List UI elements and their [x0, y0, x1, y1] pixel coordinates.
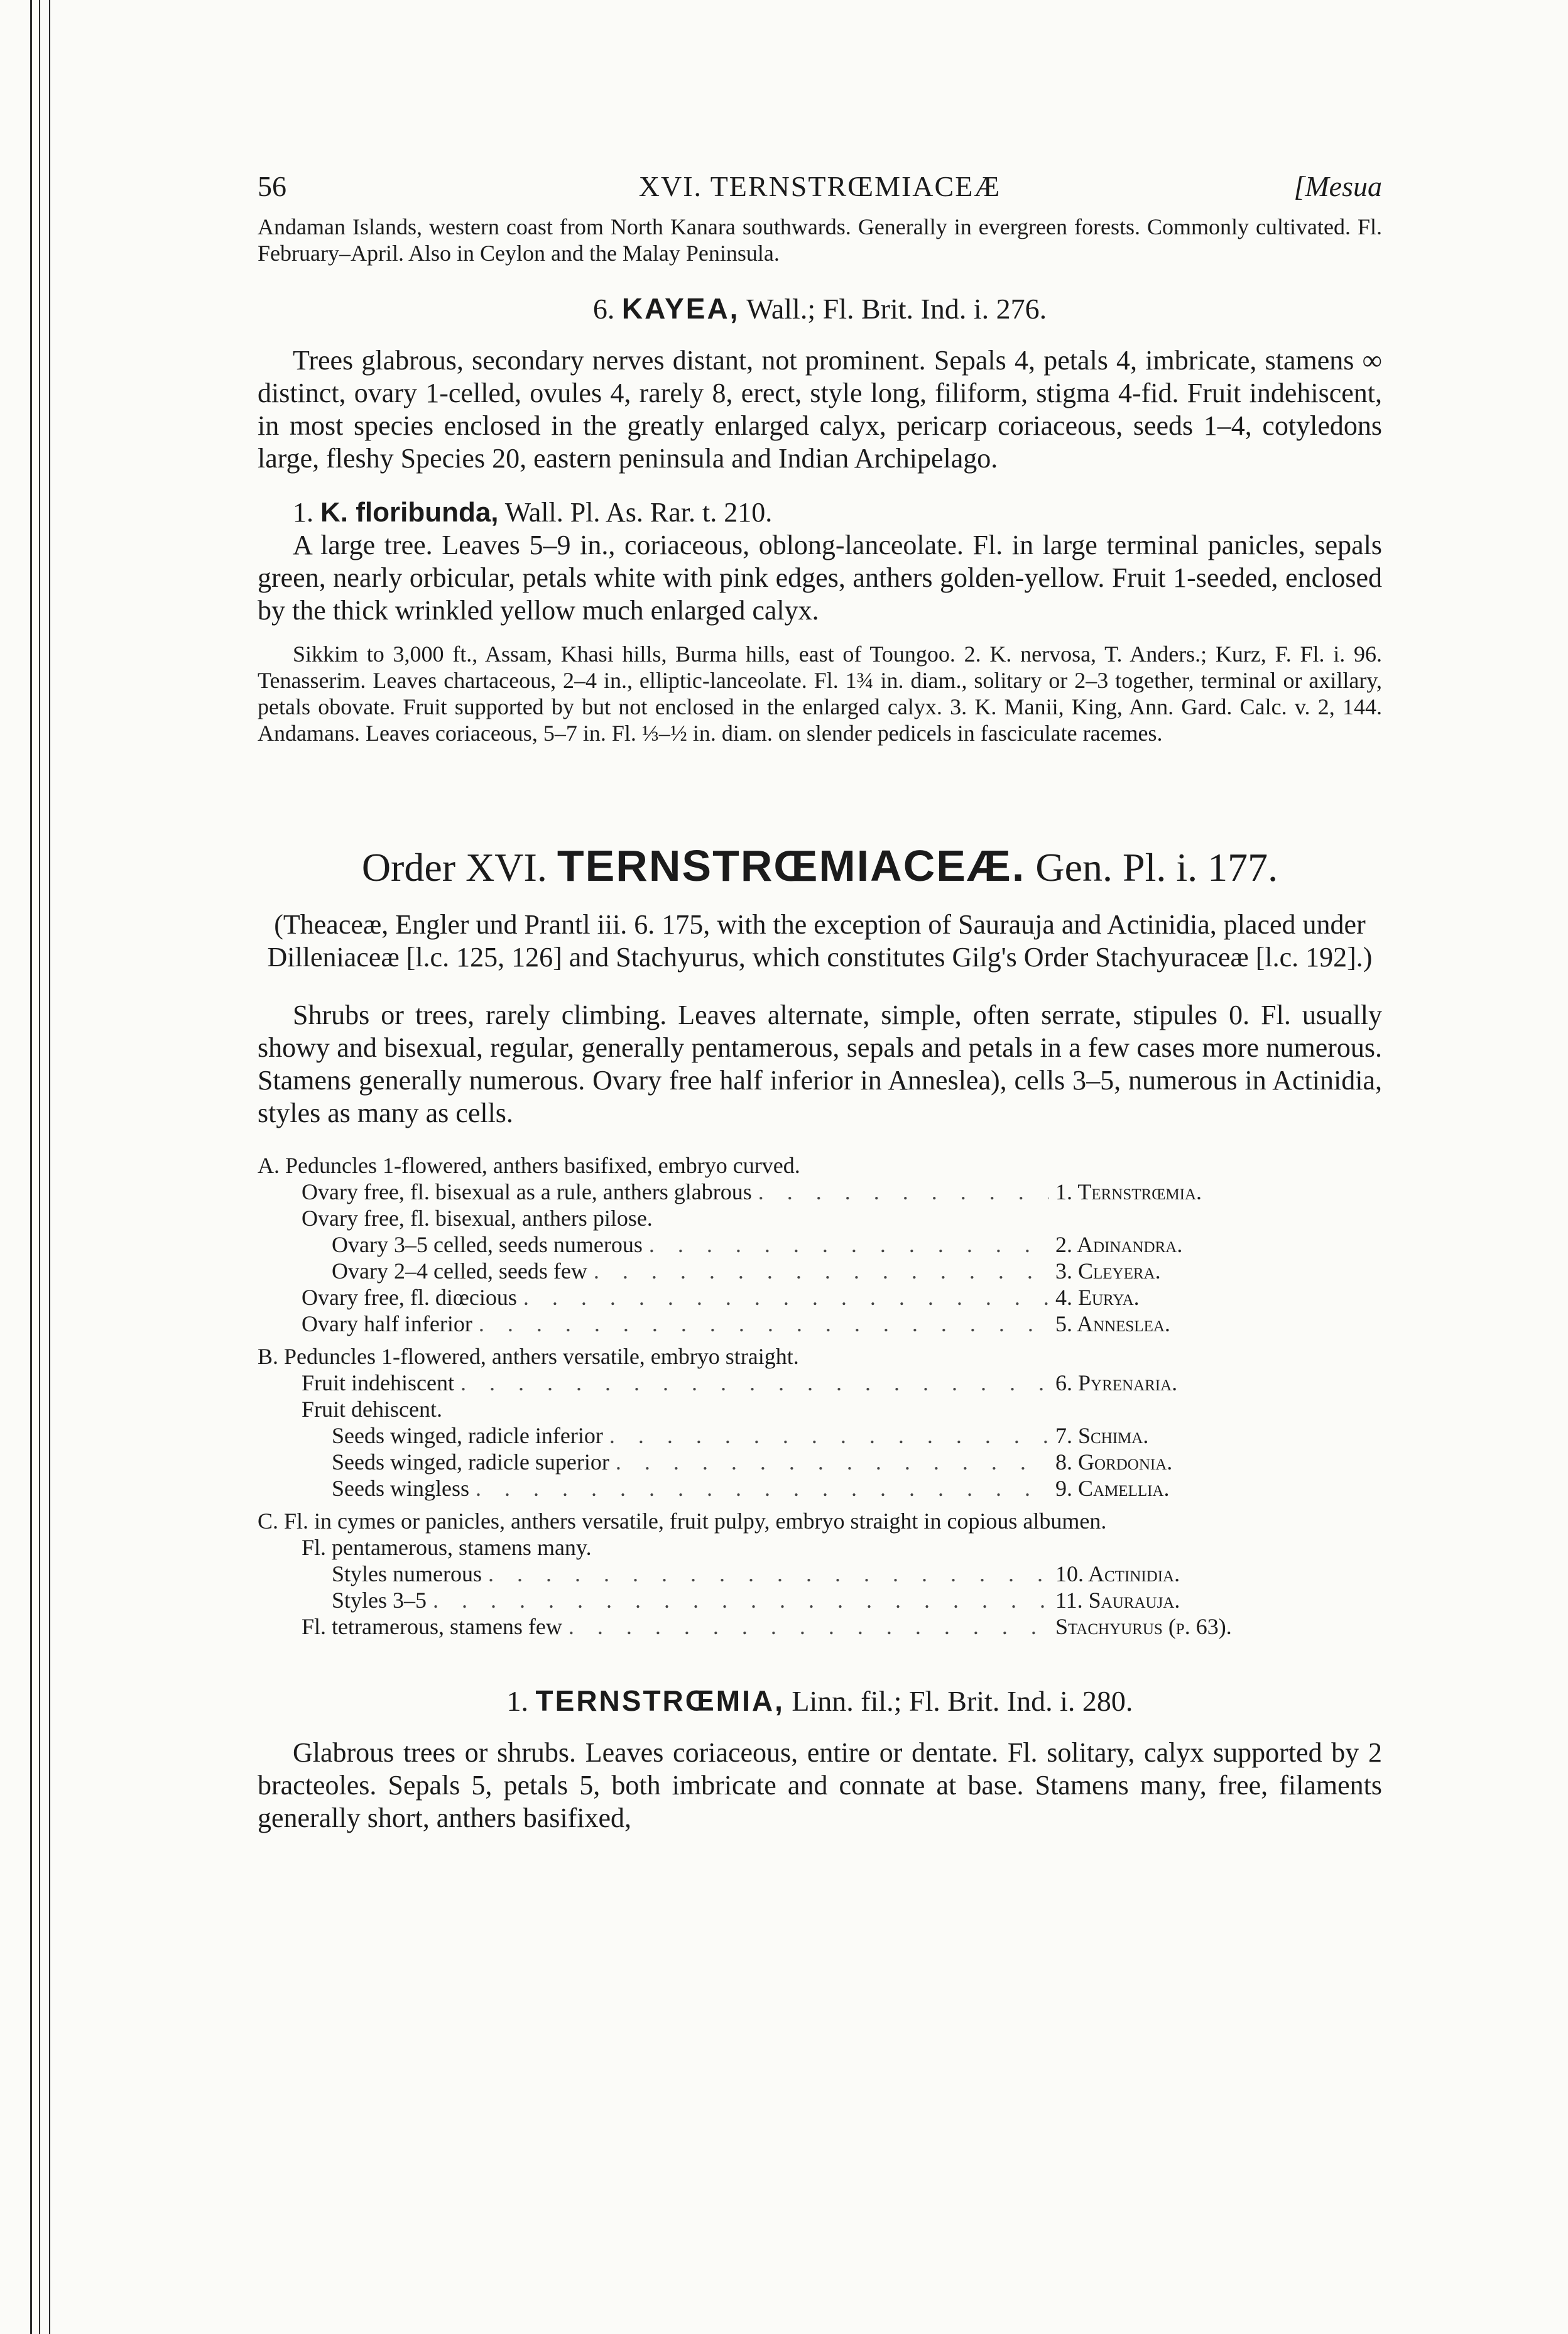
key-row-result: 1. Ternstrœmia.	[1055, 1179, 1202, 1204]
page-content	[258, 170, 1382, 1835]
kayea-heading-number: 6.	[592, 293, 615, 325]
key-row-label: Styles numerous	[332, 1561, 482, 1586]
ternstroemia-heading	[258, 1684, 1382, 1718]
kayea-heading	[258, 292, 1382, 325]
mesua-distribution: Andaman Islands, western coast from North Kanara southwards. Generally in evergreen forests. Commonly cultivated. Fl. February–April. Also in Ceylon and the Malay Peninsula.	[258, 214, 1382, 266]
key-row-label: Ovary half inferior	[302, 1311, 472, 1336]
kayea-heading-reference: Wall.; Fl. Brit. Ind. i. 276.	[746, 293, 1047, 325]
key-subhead: Fl. pentamerous, stamens many.	[302, 1535, 592, 1560]
key-row-label: Seeds winged, radicle superior	[332, 1449, 609, 1475]
key-row-result: 9. Camellia.	[1055, 1476, 1170, 1501]
ternstroemia-heading-name: TERNSTRŒMIA,	[535, 1684, 785, 1717]
key-row-label: Ovary free, fl. diœcious	[302, 1285, 517, 1310]
order-prefix: Order XVI.	[361, 845, 547, 890]
key-row-result: 5. Anneslea.	[1055, 1311, 1170, 1336]
species-number: 1.	[293, 497, 313, 528]
key-subhead: Fruit dehiscent.	[302, 1397, 442, 1422]
key-row	[258, 1449, 1382, 1475]
key-row	[258, 1422, 1382, 1449]
key-row-label: Ovary free, fl. bisexual as a rule, anthers glabrous	[302, 1179, 752, 1204]
key-group-b-head: B. Peduncles 1-flowered, anthers versatile, embryo straight.	[258, 1344, 799, 1369]
key-row-result: 10. Actinidia.	[1055, 1561, 1180, 1586]
key-row-label: Styles 3–5	[332, 1588, 427, 1613]
ternstroemia-description: Glabrous trees or shrubs. Leaves coriaceous, entire or dentate. Fl. solitary, calyx supported by 2 bracteoles. Sepals 5, petals 5, both imbricate and connate at base. Stamens many, free, filaments generally short, anthers basifixed,	[258, 1737, 1382, 1833]
running-header	[258, 170, 1382, 214]
key-row-result: 2. Adinandra.	[1055, 1232, 1183, 1257]
binding-rule-right	[49, 0, 50, 2334]
key-row-result: 7. Schima.	[1055, 1423, 1149, 1448]
key-row-result: 6. Pyrenaria.	[1055, 1370, 1178, 1395]
binding-rule-middle	[39, 0, 40, 2334]
key-row	[258, 1179, 1382, 1205]
order-reference: Gen. Pl. i. 177.	[1035, 845, 1278, 890]
key-row	[258, 1311, 1382, 1337]
key-row	[258, 1284, 1382, 1311]
genera-key	[258, 1152, 1382, 1640]
page-number: 56	[258, 170, 286, 202]
kayea-species-notes: Sikkim to 3,000 ft., Assam, Khasi hills, Burma hills, east of Toungoo. 2. K. nervosa, T. Anders.; Kurz, F. Fl. i. 96. Tenasserim. Leaves chartaceous, 2–4 in., elliptic-lanceolate. Fl. 1¾ in. diam., solitary or 2–3 together, terminal or axillary, petals obovate. Fruit supported by but not enclosed in the enlarged calyx. 3. K. Manii, King, Ann. Gard. Calc. v. 2, 144. Andamans. Leaves coriaceous, 5–7 in. Fl. ⅓–½ in. diam. on slender pedicels in fasciculate racemes.	[258, 641, 1382, 746]
key-row-result: 3. Cleyera.	[1055, 1258, 1161, 1284]
species-authority: Wall. Pl. As. Rar. t. 210.	[504, 497, 773, 528]
running-genus: [Mesua	[1293, 170, 1382, 202]
ternstroemia-heading-number: 1.	[506, 1685, 529, 1717]
key-row-label: Seeds winged, radicle inferior	[332, 1423, 603, 1448]
key-row	[258, 1258, 1382, 1284]
order-name: TERNSTRŒMIACEÆ.	[557, 841, 1026, 890]
order-heading	[258, 841, 1382, 891]
key-row-result: 4. Eurya.	[1055, 1285, 1140, 1310]
ternstroemia-heading-reference: Linn. fil.; Fl. Brit. Ind. i. 280.	[792, 1685, 1133, 1717]
kayea-description: Trees glabrous, secondary nerves distant, not prominent. Sepals 4, petals 4, imbricate, stamens ∞ distinct, ovary 1-celled, ovules 4, rarely 8, erect, style long, filiform, stigma 4-fid. Fruit indehiscent, in most species enclosed in the greatly enlarged calyx, pericarp coriaceous, seeds 1–4, cotyledons large, fleshy Species 20, eastern peninsula and Indian Archipelago.	[258, 345, 1382, 474]
key-group-a-head: A. Peduncles 1-flowered, anthers basifixed, embryo curved.	[258, 1153, 800, 1178]
key-row-label: Ovary 2–4 celled, seeds few	[332, 1258, 587, 1284]
key-row	[258, 1475, 1382, 1502]
key-row-label: Fruit indehiscent	[302, 1370, 454, 1395]
running-title: XVI. TERNSTRŒMIACEÆ	[638, 170, 1001, 202]
key-row	[258, 1587, 1382, 1613]
key-row	[258, 1613, 1382, 1640]
key-row	[258, 1561, 1382, 1587]
key-subhead: Ovary free, fl. bisexual, anthers pilose.	[302, 1206, 653, 1231]
key-row-result: 11. Saurauja.	[1055, 1588, 1180, 1613]
binding-rule-left	[30, 0, 32, 2334]
key-group-c-head: C. Fl. in cymes or panicles, anthers versatile, fruit pulpy, embryo straight in copious albumen.	[258, 1508, 1107, 1534]
kayea-floribunda-description: A large tree. Leaves 5–9 in., coriaceous, oblong-lanceolate. Fl. in large terminal panicles, sepals green, nearly orbicular, petals white with pink edges, anthers golden-yellow. Fruit 1-seeded, enclosed by the thick wrinkled yellow much enlarged calyx.	[258, 530, 1382, 626]
key-row-label: Seeds wingless	[332, 1476, 469, 1501]
species-name: K. floribunda,	[320, 497, 499, 528]
kayea-floribunda-heading	[258, 496, 1382, 529]
key-row-result: 8. Gordonia.	[1055, 1449, 1173, 1475]
key-row	[258, 1231, 1382, 1258]
order-synonymy-note: (Theaceæ, Engler und Prantl iii. 6. 175, with the exception of Saurauja and Actinidia, placed under Dilleniaceæ [l.c. 125, 126] and Stachyurus, which constitutes Gilg's Order Stachyuraceæ [l.c. 192].)	[267, 909, 1373, 973]
key-row	[258, 1370, 1382, 1396]
kayea-heading-name: KAYEA,	[621, 292, 740, 325]
key-row-label: Ovary 3–5 celled, seeds numerous	[332, 1232, 643, 1257]
key-row-result: Stachyurus (p. 63).	[1055, 1614, 1232, 1639]
key-row-label: Fl. tetramerous, stamens few	[302, 1614, 562, 1639]
order-description: Shrubs or trees, rarely climbing. Leaves alternate, simple, often serrate, stipules 0. Fl. usually showy and bisexual, regular, generally pentamerous, sepals and petals in a few cases more numerous. Stamens generally numerous. Ovary free half inferior in Anneslea), cells 3–5, numerous in Actinidia, styles as many as cells.	[258, 1000, 1382, 1128]
